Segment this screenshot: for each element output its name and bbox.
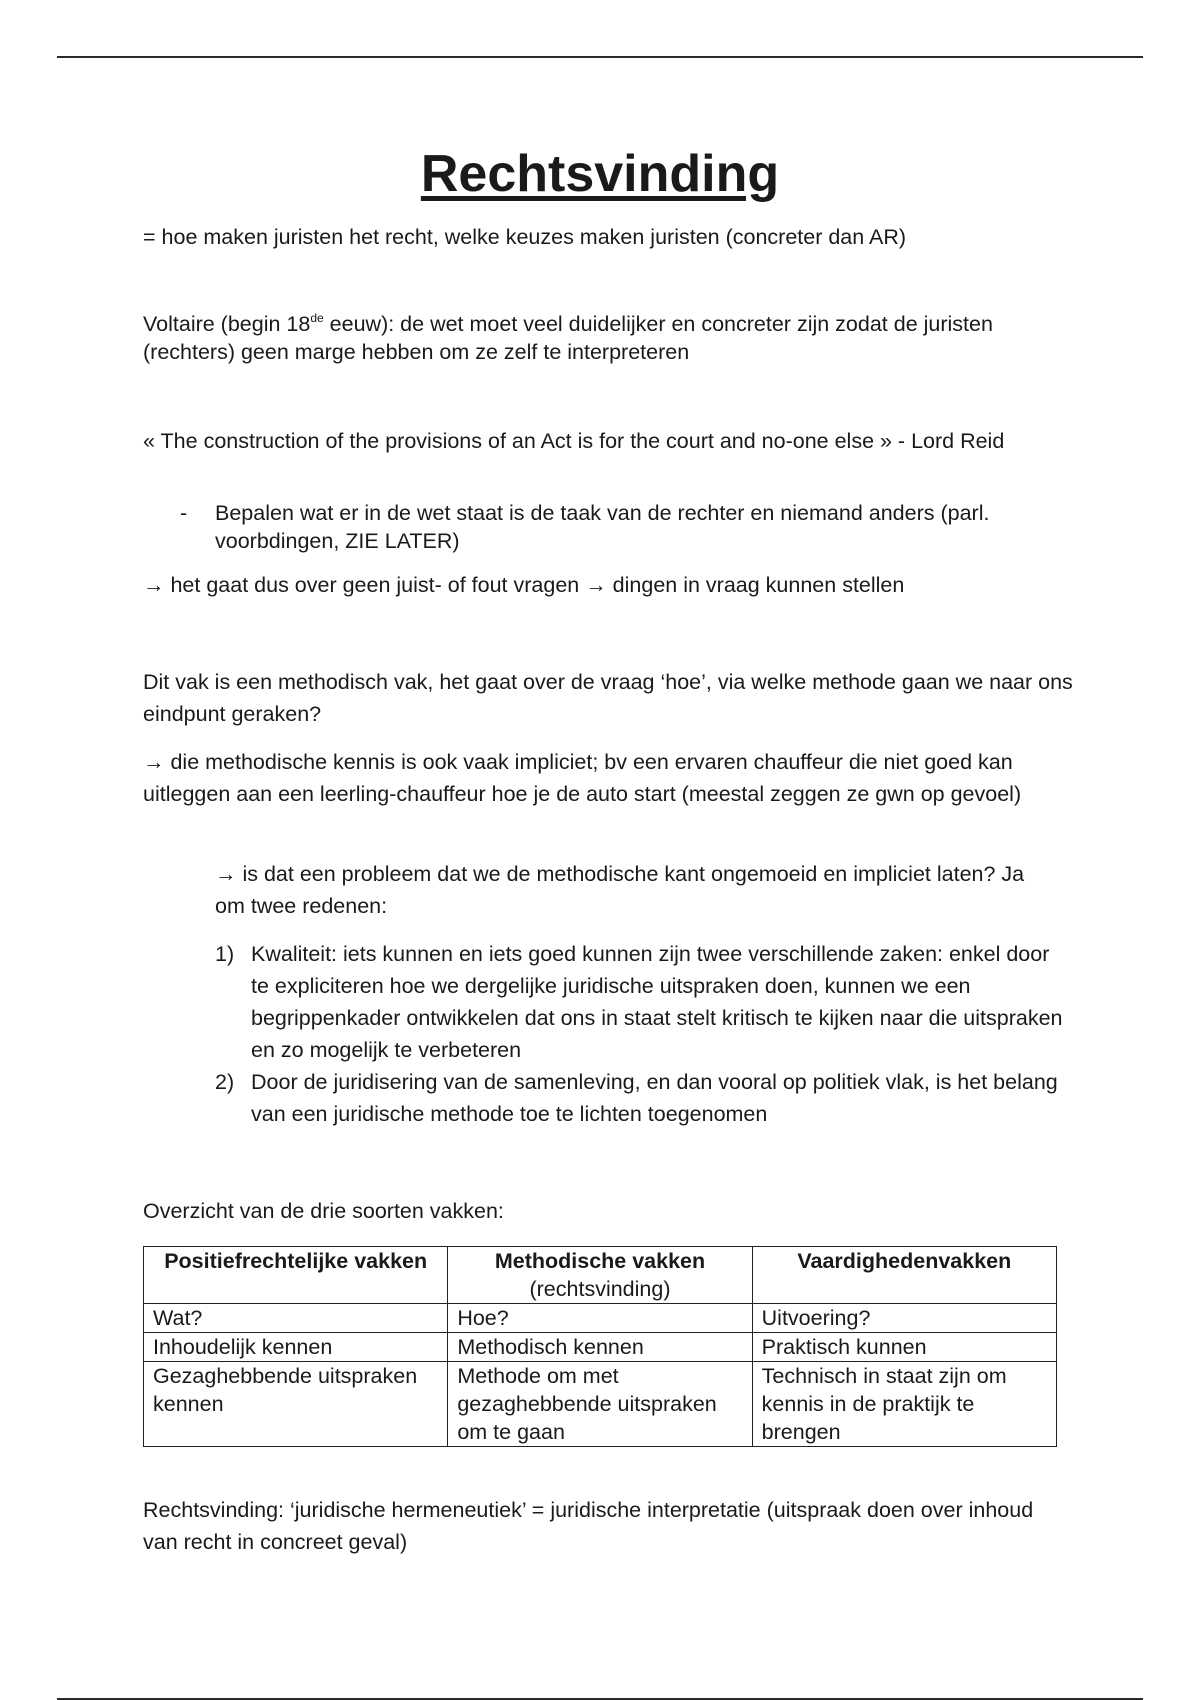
table-cell: Wat? bbox=[144, 1304, 448, 1333]
voltaire-paragraph bbox=[143, 311, 1073, 367]
definition-text: = hoe maken juristen het recht, welke keuzes maken juristen (concreter dan AR) bbox=[143, 225, 907, 249]
header-subtitle: (rechtsvinding) bbox=[529, 1277, 671, 1301]
table-cell: Methodisch kennen bbox=[448, 1333, 752, 1362]
table-header-cell bbox=[144, 1247, 448, 1304]
table-cell: Methode om met gezaghebbende uitspraken om te gaan bbox=[448, 1362, 752, 1447]
header-title: Methodische vakken bbox=[494, 1249, 706, 1273]
table-cell: Gezaghebbende uitspraken kennen bbox=[144, 1362, 448, 1447]
reason-text: Door de juridisering van de samenleving, en dan vooral op politiek vlak, is het belang van een juridische methode toe te lichten toegenomen bbox=[251, 1070, 1058, 1126]
table-header-row bbox=[144, 1247, 1057, 1304]
overview-label: Overzicht van de drie soorten vakken: bbox=[143, 1199, 504, 1223]
table-cell: Inhoudelijk kennen bbox=[144, 1333, 448, 1362]
header-title: Positiefrechtelijke vakken bbox=[164, 1249, 428, 1273]
voltaire-after: eeuw): de wet moet veel duidelijker en concreter zijn zodat de juristen (rechters) geen marge hebben om ze zelf te interpreteren bbox=[143, 312, 993, 364]
header-title: Vaardighedenvakken bbox=[797, 1249, 1012, 1273]
table-header-cell bbox=[448, 1247, 752, 1304]
bullet-text: Bepalen wat er in de wet staat is de taak van de rechter en niemand anders (parl. voorbdingen, ZIE LATER) bbox=[215, 501, 990, 553]
table-row bbox=[144, 1333, 1057, 1362]
reason-number: 1) bbox=[215, 942, 235, 966]
table-cell: Technisch in staat zijn om kennis in de praktijk te brengen bbox=[752, 1362, 1056, 1447]
arrow-line: → het gaat dus over geen juist- of fout vragen → dingen in vraag kunnen stellen bbox=[143, 573, 905, 597]
voltaire-superscript: de bbox=[310, 311, 324, 325]
reason-text: Kwaliteit: iets kunnen en iets goed kunnen zijn twee verschillende zaken: enkel door te expliciteren hoe we dergelijke juridische uitspraken doen, kunnen we een begrippenkader ontwikkelen dat ons in staat stelt kritisch te kijken naar die uitspraken en zo mogelijk te verbeteren bbox=[251, 942, 1063, 1062]
page-title: Rechtsvinding bbox=[420, 145, 780, 203]
reason-number: 2) bbox=[215, 1070, 235, 1094]
table-cell: Hoe? bbox=[448, 1304, 752, 1333]
method-paragraph: Dit vak is een methodisch vak, het gaat over de vraag ‘hoe’, via welke methode gaan we naar ons eindpunt geraken? bbox=[143, 670, 1073, 726]
implicit-paragraph: → die methodische kennis is ook vaak impliciet; bv een ervaren chauffeur die niet goed kan uitleggen aan een leerling-chauffeur hoe je de auto start (meestal zeggen ze gwn op gevoel) bbox=[143, 750, 1022, 806]
closing-paragraph: Rechtsvinding: ‘juridische hermeneutiek’ = juridische interpretatie (uitspraak doen over inhoud van recht in concreet geval) bbox=[143, 1498, 1034, 1554]
table-cell: Praktisch kunnen bbox=[752, 1333, 1056, 1362]
lord-reid-quote: « The construction of the provisions of an Act is for the court and no-one else » - Lord Reid bbox=[143, 429, 1005, 453]
table-row bbox=[144, 1304, 1057, 1333]
voltaire-before: Voltaire (begin 18 bbox=[143, 312, 311, 336]
problem-paragraph: → is dat een probleem dat we de methodische kant ongemoeid en impliciet laten? Ja om twee redenen: bbox=[215, 862, 1025, 918]
table-row bbox=[144, 1362, 1057, 1447]
subjects-table bbox=[143, 1246, 1057, 1447]
top-rule bbox=[57, 56, 1143, 58]
bullet-marker: - bbox=[180, 501, 188, 525]
table-cell: Uitvoering? bbox=[752, 1304, 1056, 1333]
table-header-cell bbox=[752, 1247, 1056, 1304]
